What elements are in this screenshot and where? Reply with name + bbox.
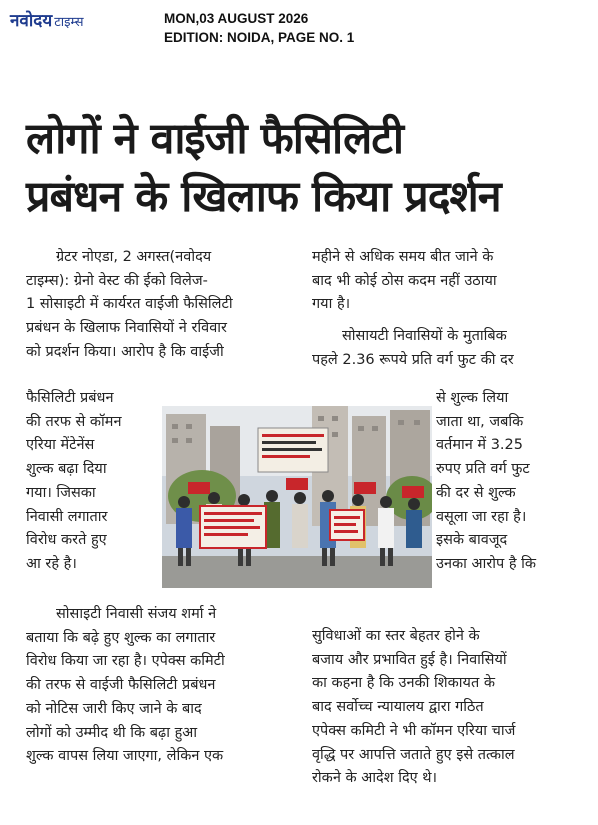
logo-main: नवोदय [10, 11, 53, 31]
text-line: ग्रेटर नोएडा, 2 अगस्त(नवोदय [56, 249, 212, 265]
text-line: 1 सोसाइटी में कार्यरत वाईजी फैसिलिटी [26, 296, 233, 313]
text-line: गया। जिसका [26, 484, 96, 501]
text-line: उनका आरोप है कि [436, 555, 537, 572]
headline-line-2: प्रबंधन के खिलाफ किया प्रदर्शन [26, 172, 501, 222]
text-line: सुविधाओं का स्तर बेहतर होने के [312, 628, 480, 644]
article-headline [26, 110, 586, 226]
text-line: लोगों को उम्मीद थी कि बढ़ा हुआ [26, 724, 198, 741]
text-line: जाता था, जबकि [436, 413, 524, 430]
text-line: शुल्क बढ़ा दिया [26, 461, 107, 478]
text-line: सोसायटी निवासियों के मुताबिक [342, 328, 507, 345]
text-line: बाद भी कोई ठोस कदम नहीं उठाया [312, 272, 497, 289]
text-line: आ रहे है। [26, 555, 77, 572]
edition-meta [164, 9, 354, 47]
text-line: से शुल्क लिया [436, 390, 509, 406]
text-line: एरिया मेंटेनेंस [26, 437, 95, 454]
edition-line: EDITION: NOIDA, PAGE NO. 1 [164, 30, 355, 45]
headline-line-1: लोगों ने वाईजी फैसिलिटी [26, 114, 404, 164]
text-line: महीने से अधिक समय बीत जाने के [312, 249, 494, 265]
text-line: प्रबंधन के खिलाफ निवासियों ने रविवार [26, 320, 227, 337]
text-line: पहले 2.36 रूपये प्रति वर्ग फुट की दर [312, 351, 514, 368]
text-line: का कहना है कि उनकी शिकायत के [312, 675, 495, 692]
left-column-wrap [26, 387, 158, 577]
text-line: टाइम्स): ग्रेनो वेस्ट की ईको विलेज- [26, 272, 208, 289]
text-line: रोकने के आदेश दिए थे। [312, 770, 438, 787]
text-line: फैसिलिटी प्रबंधन [26, 390, 114, 406]
text-line: इसके बावजूद [436, 532, 508, 549]
text-line: विरोध किया जा रहा है। एपेक्स कमिटी [26, 653, 225, 670]
text-line: की तरफ से कॉमन [26, 413, 122, 430]
text-line: की दर से शुल्क [436, 484, 516, 501]
newspaper-logo [10, 8, 84, 36]
text-line: वसूला जा रहा है। [436, 508, 527, 525]
text-line: शुल्क वापस लिया जाएगा, लेकिन एक [26, 748, 224, 765]
text-line: बजाय और प्रभावित हुई है। निवासियों [312, 651, 507, 668]
text-line: एपेक्स कमिटी ने भी कॉमन एरिया चार्ज [312, 722, 516, 739]
text-line: सोसाइटी निवासी संजय शर्मा ने [56, 606, 217, 622]
right-column-top [312, 246, 576, 373]
right-column-bottom [312, 625, 576, 791]
text-line: को नोटिस जारी किए जाने के बाद [26, 700, 202, 717]
text-line: को प्रदर्शन किया। आरोप है कि वाईजी [26, 343, 224, 360]
text-line: वर्तमान में 3.25 [436, 437, 523, 454]
masthead [0, 0, 598, 56]
date-line: MON,03 AUGUST 2026 [164, 11, 309, 26]
text-line: रुपए प्रति वर्ग फुट [436, 461, 530, 478]
text-line: बाद सर्वोच्च न्यायालय द्वारा गठित [312, 699, 484, 716]
text-line: की तरफ से वाईजी फैसिलिटी प्रबंधन [26, 677, 216, 694]
protest-photo-illustration [162, 406, 432, 588]
left-column-top [26, 246, 288, 365]
text-line: गया है। [312, 296, 351, 313]
text-line: विरोध करते हुए [26, 532, 107, 549]
logo-sub: टाइम्स [54, 15, 84, 30]
right-column-wrap [436, 387, 576, 577]
text-line: निवासी लगातार [26, 508, 108, 525]
left-column-bottom [26, 603, 288, 769]
protest-photo [162, 406, 432, 588]
text-line: बताया कि बढ़े हुए शुल्क का लगातार [26, 629, 216, 646]
text-line: वृद्धि पर आपत्ति जताते हुए इसे तत्काल [312, 746, 515, 763]
